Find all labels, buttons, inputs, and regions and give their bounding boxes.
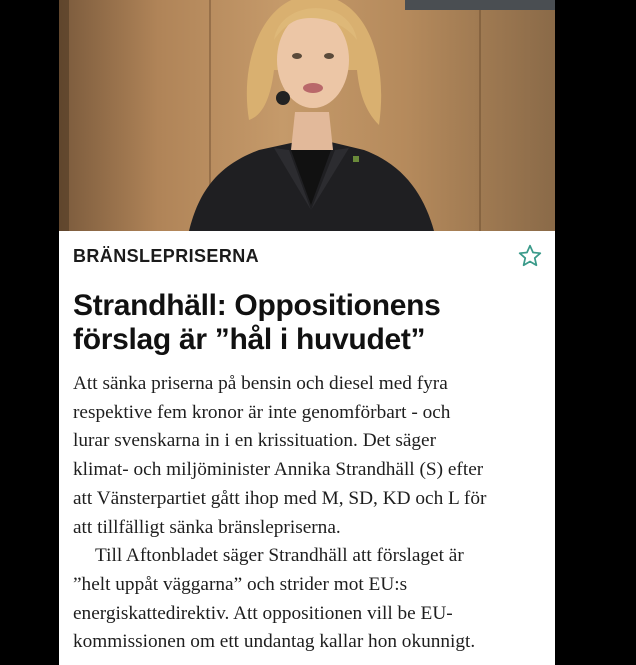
headline-line: Strandhäll: Oppositionens (73, 289, 441, 322)
body-line: respektive fem kronor är inte genomförbart - och (73, 401, 451, 423)
article-photo (59, 0, 555, 231)
article-body (73, 370, 549, 657)
body-line: att tillfälligt sänka bränslepriserna. (73, 516, 341, 538)
body-line: att Vänsterpartiet gått ihop med M, SD, KD och L för (73, 487, 487, 509)
body-line: Till Aftonbladet säger Strandhäll att förslaget är (95, 545, 464, 567)
article-card[interactable] (59, 0, 555, 665)
body-line: lurar svenskarna in i en krissituation. Det säger (73, 430, 437, 452)
body-line: kommissionen om ett undantag kallar hon okunnigt. (73, 631, 476, 653)
star-outline-icon[interactable] (517, 243, 543, 269)
headline-line: förslag är ”hål i huvudet” (73, 323, 426, 356)
body-line: Att sänka priserna på bensin och diesel med fyra (73, 373, 448, 394)
section-label[interactable]: BRÄNSLEPRISERNA (73, 246, 260, 266)
article-headline[interactable] (73, 289, 543, 357)
body-line: energiskattedirektiv. Att oppositionen vill be EU- (73, 602, 453, 624)
body-line: klimat- och miljöminister Annika Strandhäll (S) efter (73, 459, 484, 481)
speaker-figure (59, 0, 555, 231)
body-line: ”helt uppåt väggarna” och strider mot EU:s (73, 573, 408, 595)
